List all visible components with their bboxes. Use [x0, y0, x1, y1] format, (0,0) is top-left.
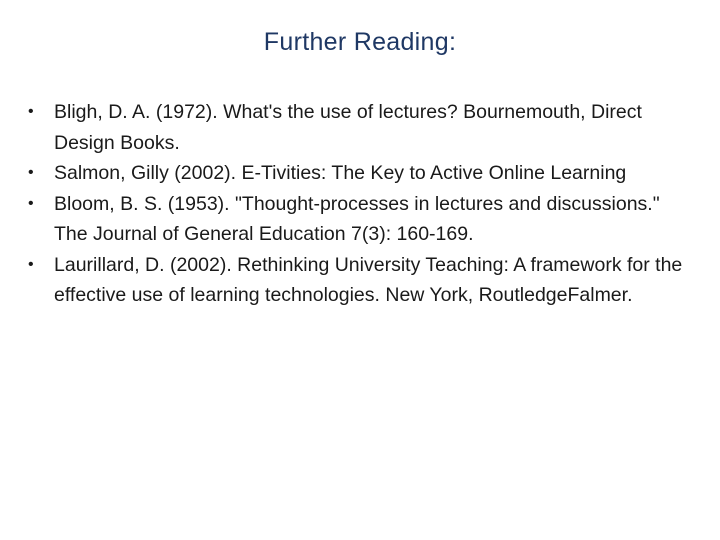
bullet-icon: • [28, 255, 34, 273]
reference-item [28, 158, 698, 189]
bullet-icon: • [28, 103, 34, 120]
bullet-icon: • [28, 164, 34, 181]
reference-text: Bloom, B. S. (1953). "Thought-processes in lectures and discussions." The Journal of General Education 7(3): 160-169. [54, 192, 660, 245]
reference-text: Salmon, Gilly (2002). E-Tivities: The Key to Active Online Learning [54, 162, 627, 184]
reference-text: Laurillard, D. (2002). Rethinking University Teaching: A framework for the effective use of learning technologies. New York, RoutledgeFalmer. [54, 253, 683, 306]
reference-item [28, 189, 698, 250]
reference-text: Bligh, D. A. (1972). What's the use of lectures? Bournemouth, Direct Design Books. [54, 101, 642, 154]
reference-list [28, 97, 698, 311]
reference-item [28, 97, 698, 158]
slide-title: Further Reading: [263, 28, 457, 56]
bullet-icon: • [28, 194, 34, 212]
reference-item [28, 250, 698, 311]
